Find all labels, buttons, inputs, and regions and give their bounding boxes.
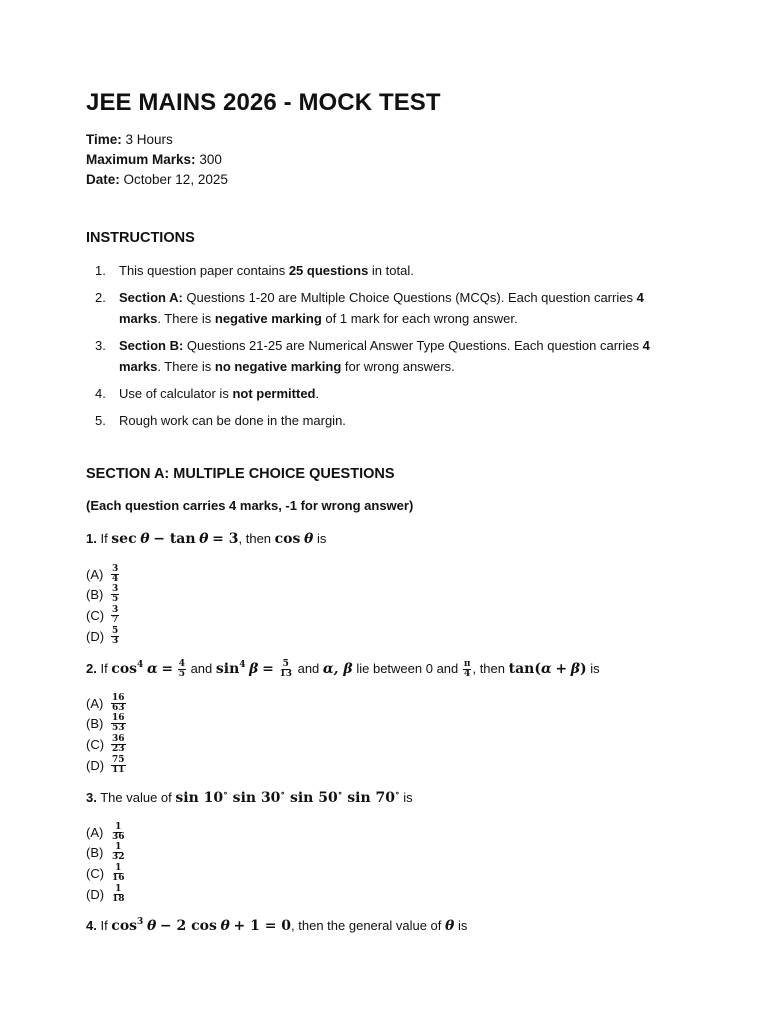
date-label: Date: [86,172,120,187]
fraction: $\frac{\pi}{4}$ [463,659,471,679]
question-1: 1. If sec θ − tan θ = 3, then cos θ is [86,531,327,547]
time-line [86,130,173,150]
option-label: (C) [86,865,105,881]
option-label: (D) [86,628,105,644]
answer-option [86,564,120,585]
option-label: (B) [86,716,104,732]
instruction-text: Rough work can be done in the margin. [119,413,346,428]
question-number: 1. [86,531,97,546]
denominator: 36 [112,831,125,842]
instructions-heading: INSTRUCTIONS [86,230,195,246]
instruction-item [86,335,666,377]
denominator: 4 [112,573,119,584]
numerator: 16 [112,692,125,703]
denominator: 16 [112,872,125,883]
time-label: Time: [86,132,122,147]
numerator: 1 [115,883,122,894]
question-number: 2. [86,660,97,676]
numerator: 5 [112,625,119,636]
option-fraction [111,756,126,775]
option-fraction [111,823,126,842]
denominator: 18 [112,893,125,904]
option-fraction [111,585,119,604]
option-fraction [111,843,126,862]
option-fraction [111,606,119,625]
instruction-number: 5. [95,413,106,428]
answer-option [86,585,120,606]
instructions-list [86,260,666,437]
date-line [86,170,228,190]
option-label: (D) [86,757,105,773]
answer-option [86,605,120,626]
instruction-number: 4. [95,386,106,401]
denominator: 53 [112,723,125,734]
max-marks-value: 300 [199,152,222,167]
answer-option [86,822,127,843]
instruction-item [86,260,666,281]
denominator: 7 [112,614,119,625]
numerator: 3 [112,584,119,595]
page-title: JEE MAINS 2026 - MOCK TEST [86,89,441,116]
fraction: $\frac{4}{5}$ [178,659,185,679]
option-fraction [111,864,126,883]
question-2: 2. If $\cos^4 \alpha$ = $\frac{4}{5}$ and $\sin^4 \beta$ = $\frac{5}{13}$ and α, β lie between 0 and $\frac{\pi}{4}$ , then tan(α + β) is [86,659,600,679]
section-a-note: (Each question carries 4 marks, -1 for wrong answer) [86,498,414,513]
option-label: (C) [86,607,105,623]
denominator: 11 [112,764,125,775]
max-marks-label: Maximum Marks: [86,152,196,167]
option-label: (A) [86,824,104,840]
option-label: (B) [86,845,104,861]
option-label: (D) [86,886,105,902]
question-4: 4. If $\cos^3 \theta - 2$ cos θ + 1 = 0, then the general value of θ is [86,917,468,934]
instruction-number: 3. [95,338,106,353]
instruction-number: 1. [95,263,106,278]
option-fraction [111,694,126,713]
numerator: 1 [115,862,122,873]
option-label: (B) [86,587,104,603]
instruction-item [86,410,666,431]
option-label: (A) [86,695,104,711]
numerator: 3 [112,563,119,574]
question-2-options [86,693,127,775]
denominator: 32 [112,852,125,863]
option-fraction [111,565,119,584]
answer-option [86,755,127,776]
answer-option [86,884,127,905]
denominator: 3 [112,635,119,646]
numerator: 36 [112,733,125,744]
option-fraction [111,627,119,646]
option-label: (A) [86,566,104,582]
option-fraction [111,735,126,754]
fraction: $\frac{5}{13}$ [279,659,292,679]
instruction-item [86,383,666,404]
answer-option [86,693,127,714]
answer-option [86,626,120,647]
instruction-number: 2. [95,290,106,305]
instruction-text: Use of calculator is not permitted. [119,386,320,401]
answer-option [86,863,127,884]
denominator: 5 [112,594,119,605]
option-label: (C) [86,736,105,752]
question-3-options [86,822,127,904]
question-3: 3. The value of sin 10∘ sin 30∘ sin 50∘ sin 70∘ is [86,789,413,806]
time-value: 3 Hours [125,132,173,147]
numerator: 1 [115,821,122,832]
instruction-text: Section A: Questions 1-20 are Multiple Choice Questions (MCQs). Each question carries 4 marks. There is negative marking of 1 mark for each wrong answer. [119,290,644,326]
numerator: 75 [112,754,125,765]
numerator: 1 [115,842,122,853]
max-marks-line [86,150,222,170]
section-a-heading: SECTION A: MULTIPLE CHOICE QUESTIONS [86,466,395,482]
option-fraction [111,714,126,733]
instruction-text: Section B: Questions 21-25 are Numerical Answer Type Questions. Each question carries 4 marks. There is no negative marking for wrong answers. [119,338,650,374]
numerator: 16 [112,713,125,724]
instruction-item [86,287,666,329]
answer-option [86,714,127,735]
answer-option [86,734,127,755]
denominator: 63 [112,702,125,713]
answer-option [86,843,127,864]
date-value: October 12, 2025 [123,172,228,187]
numerator: 3 [112,604,119,615]
question-number: 4. [86,918,97,933]
instruction-text: This question paper contains 25 questions in total. [119,263,414,278]
denominator: 23 [112,743,125,754]
question-number: 3. [86,790,97,805]
option-fraction [111,885,126,904]
question-1-options [86,564,120,646]
